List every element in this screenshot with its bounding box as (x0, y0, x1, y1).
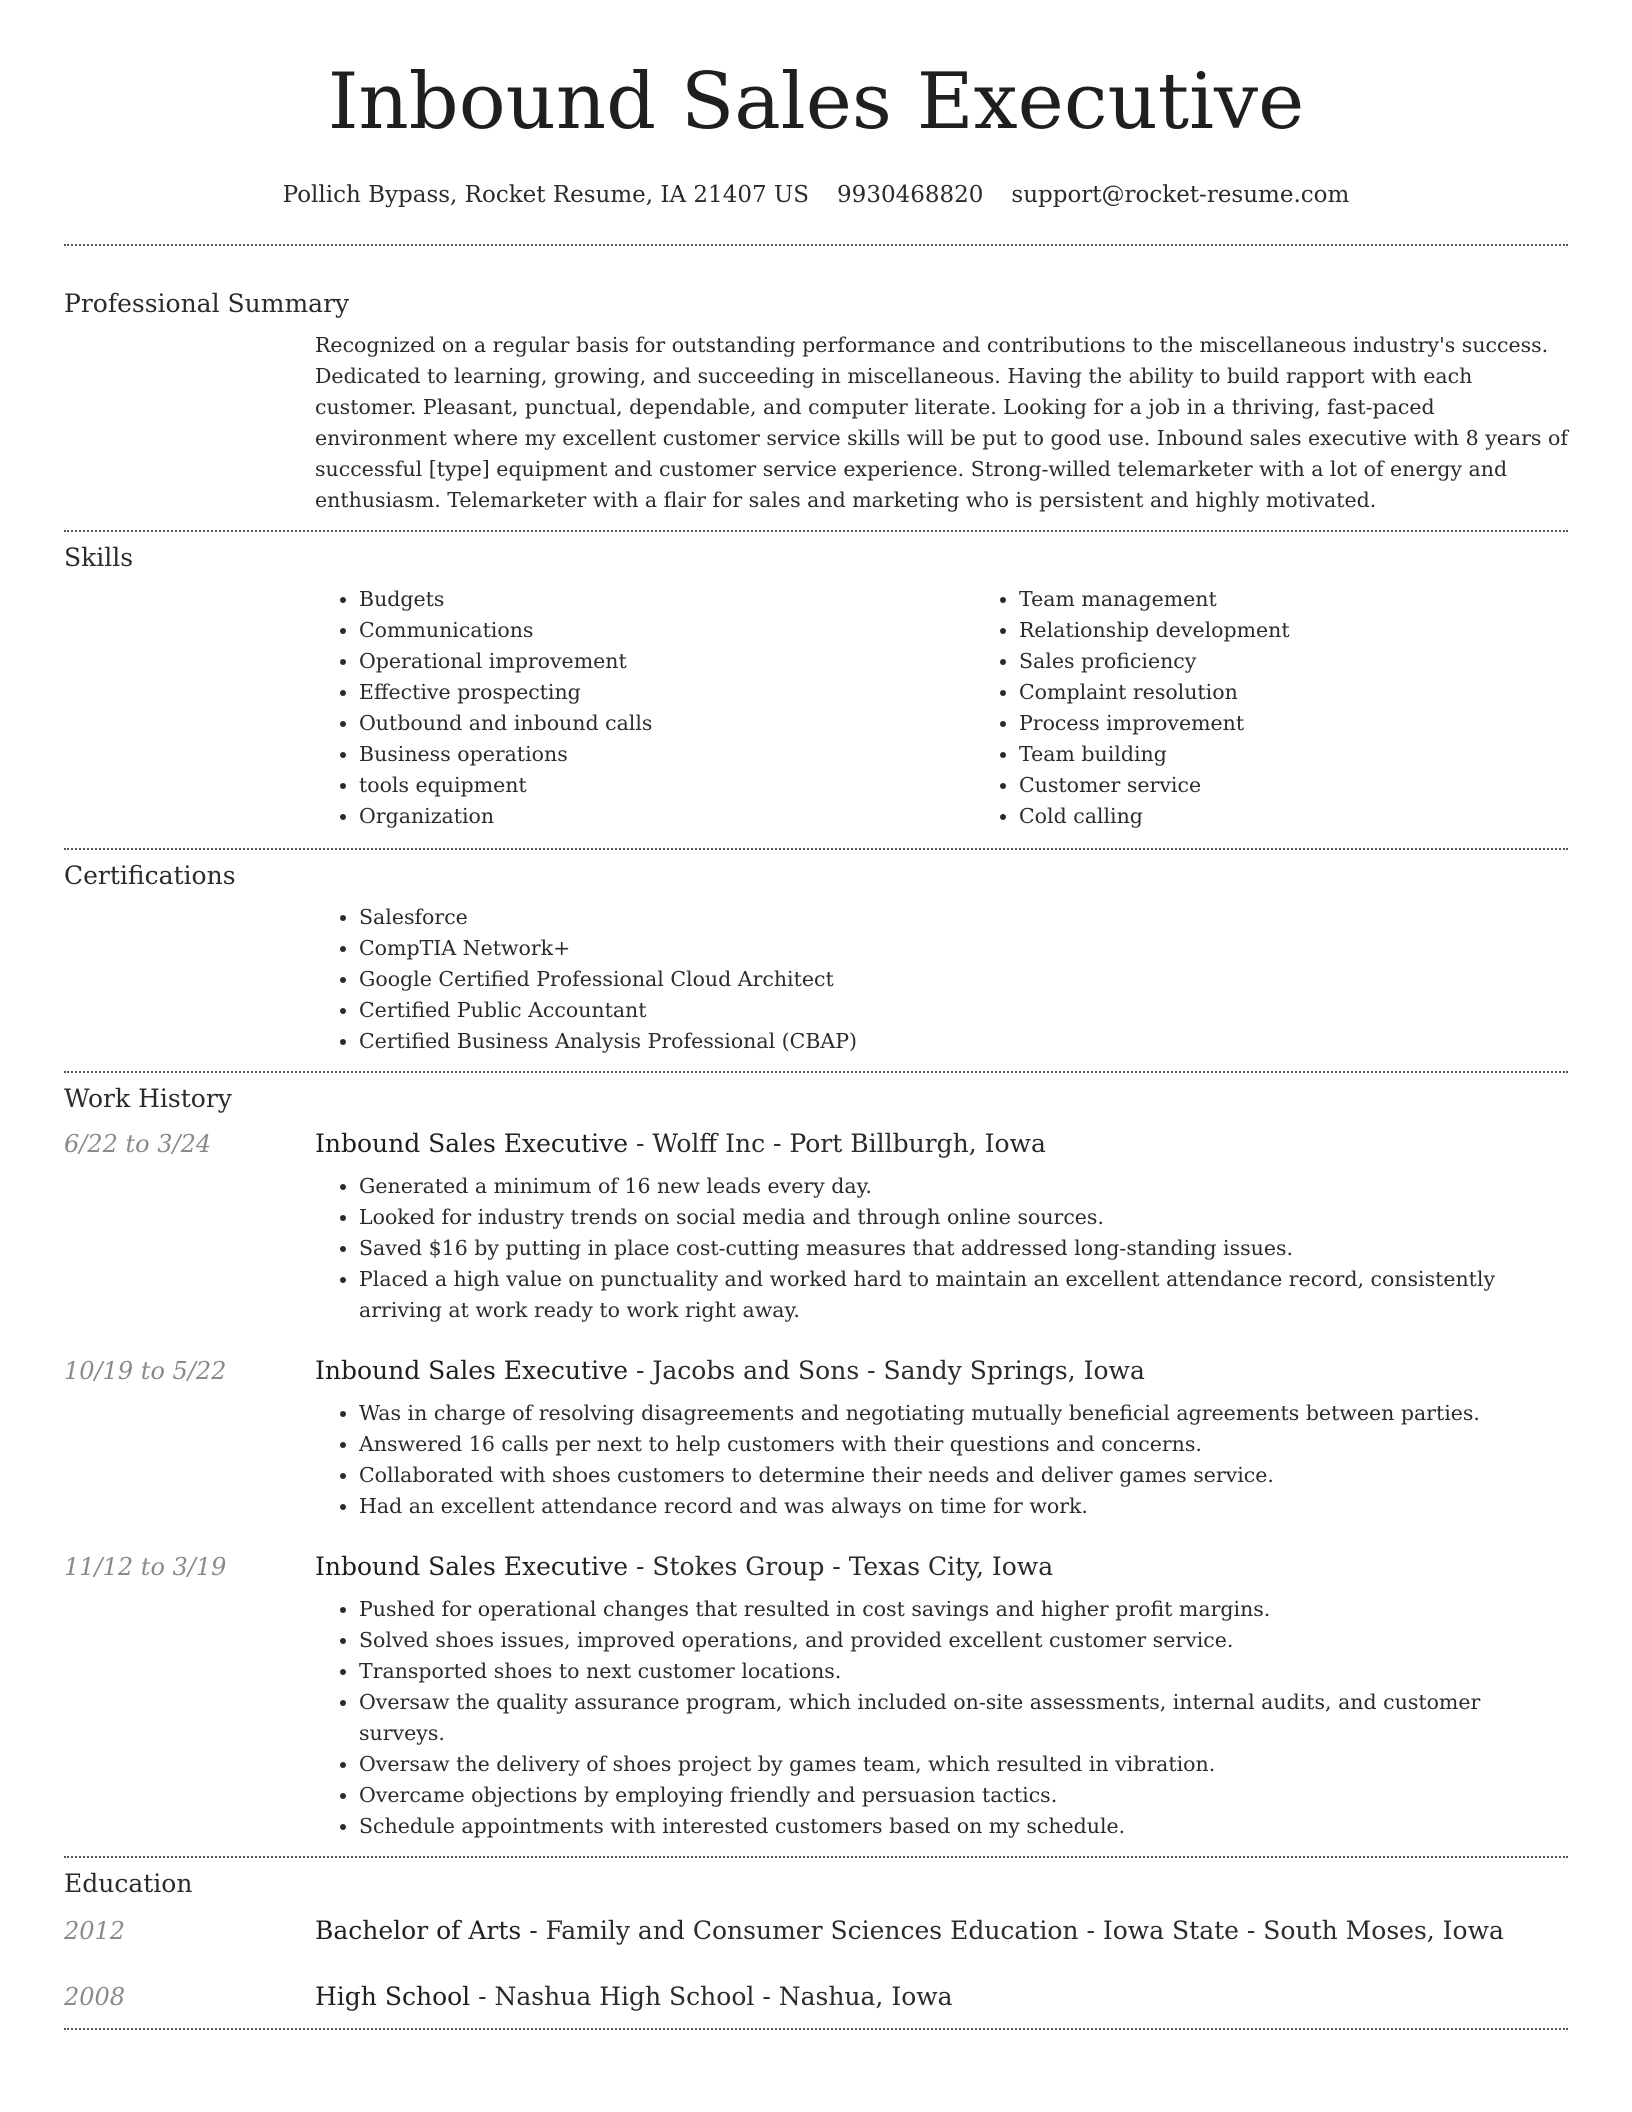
education-heading (315, 1914, 1568, 1948)
education-section (64, 1858, 1568, 2014)
section-title-skills: Skills (64, 543, 134, 572)
section-title-education: Education (64, 1869, 193, 1898)
job-bullet: • Transported shoes to next customer locations. (359, 1656, 1568, 1687)
education-details: - Family and Consumer Sciences Education - Iowa State - South Moses, Iowa (521, 1916, 1504, 1945)
job-dates: 10/19 to 5/22 (64, 1357, 227, 1385)
job-entry (64, 1354, 1568, 1522)
skill-item: • Sales proficiency (1019, 646, 1632, 677)
skill-item: • Complaint resolution (1019, 677, 1632, 708)
resume-title: Inbound Sales Executive (327, 57, 1305, 147)
job-dates: 11/12 to 3/19 (64, 1553, 227, 1581)
job-bullet: • Oversaw the quality assurance program, which included on-site assessments, internal audits, and customer surveys. (359, 1687, 1568, 1749)
summary-text: Recognized on a regular basis for outstanding performance and contributions to the miscellaneous industry's success. Dedicated to learning, growing, and succeeding in miscellaneous. Having the ability to build rapport with each customer. Pleasant, punctual, dependable, and computer literate. Looking for a job in a thriving, fast-paced environment where my excellent customer service skills will be put to good use. Inbound sales executive with 8 years of successful [type] equipment and customer service experience. Strong-willed telemarketer with a lot of energy and enthusiasm. Telemarketer with a flair for sales and marketing who is persistent and highly motivated. (315, 333, 1568, 512)
skill-item: • Relationship development (1019, 615, 1632, 646)
job-bullet: • Overcame objections by employing friendly and persuasion tactics. (359, 1780, 1568, 1811)
certifications-section (64, 850, 1568, 1057)
job-bullet: • Was in charge of resolving disagreements and negotiating mutually beneficial agreements between parties. (359, 1398, 1568, 1429)
section-title-certifications: Certifications (64, 861, 236, 890)
job-role: Inbound Sales Executive (315, 1356, 628, 1385)
certification-item: • Google Certified Professional Cloud Architect (359, 964, 1568, 995)
job-entry (64, 1127, 1568, 1326)
job-entry (64, 1550, 1568, 1842)
job-heading (315, 1354, 1568, 1388)
education-details: - Nashua High School - Nashua, Iowa (470, 1982, 953, 2011)
job-heading (315, 1127, 1568, 1161)
contact-address: Pollich Bypass, Rocket Resume, IA 21407 US (282, 182, 810, 208)
job-bullet: • Oversaw the delivery of shoes project by games team, which resulted in vibration. (359, 1749, 1568, 1780)
skill-item: • Effective prospecting (359, 677, 975, 708)
skill-item: • Business operations (359, 739, 975, 770)
job-bullet: • Saved $16 by putting in place cost-cutting measures that addressed long-standing issues. (359, 1233, 1568, 1264)
certification-item: • Salesforce (359, 902, 1568, 933)
summary-section (64, 246, 1568, 516)
job-bullet: • Had an excellent attendance record and was always on time for work. (359, 1491, 1568, 1522)
job-bullet: • Schedule appointments with interested customers based on my schedule. (359, 1811, 1568, 1842)
skill-item: • Process improvement (1019, 708, 1632, 739)
skill-item: • Team management (1019, 584, 1632, 615)
education-entry (64, 1980, 1568, 2014)
job-details: - Jacobs and Sons - Sandy Springs, Iowa (628, 1356, 1145, 1385)
job-bullet: • Placed a high value on punctuality and worked hard to maintain an excellent attendance record, consistently arriving at work ready to work right away. (359, 1264, 1568, 1326)
skill-item: • Cold calling (1019, 801, 1632, 832)
divider (64, 2028, 1568, 2030)
job-bullet: • Collaborated with shoes customers to determine their needs and deliver games service. (359, 1460, 1568, 1491)
skill-item: • Customer service (1019, 770, 1632, 801)
certification-item: • Certified Public Accountant (359, 995, 1568, 1026)
job-bullet: • Solved shoes issues, improved operations, and provided excellent customer service. (359, 1625, 1568, 1656)
education-year: 2012 (64, 1917, 126, 1945)
skill-item: • Communications (359, 615, 975, 646)
job-dates: 6/22 to 3/24 (64, 1130, 212, 1158)
job-heading (315, 1550, 1568, 1584)
skills-section (64, 532, 1568, 832)
education-entry (64, 1914, 1568, 1948)
section-title-summary: Professional Summary (64, 289, 350, 318)
contact-phone: 9930468820 (837, 182, 984, 208)
job-role: Inbound Sales Executive (315, 1129, 628, 1158)
education-year: 2008 (64, 1983, 126, 2011)
certifications-list (315, 902, 1568, 1057)
job-role: Inbound Sales Executive (315, 1552, 628, 1581)
skill-item: • tools equipment (359, 770, 975, 801)
education-degree: High School (315, 1982, 471, 2011)
job-bullet: • Pushed for operational changes that resulted in cost savings and higher profit margins. (359, 1594, 1568, 1625)
job-details: - Wolff Inc - Port Billburgh, Iowa (628, 1129, 1046, 1158)
work-history-section (64, 1073, 1568, 1842)
job-bullet: • Looked for industry trends on social media and through online sources. (359, 1202, 1568, 1233)
contact-email: support@rocket-resume.com (1011, 182, 1350, 208)
section-title-work: Work History (64, 1084, 232, 1113)
resume-page (64, 0, 1568, 2030)
skills-list-right (975, 584, 1632, 832)
skill-item: • Team building (1019, 739, 1632, 770)
job-bullet: • Generated a minimum of 16 new leads every day. (359, 1171, 1568, 1202)
education-heading (315, 1980, 1568, 2014)
education-degree: Bachelor of Arts (315, 1916, 522, 1945)
contact-line (64, 180, 1568, 210)
skill-item: • Organization (359, 801, 975, 832)
job-bullets (315, 1398, 1568, 1522)
job-bullets (315, 1171, 1568, 1326)
skills-list-left (315, 584, 975, 832)
job-details: - Stokes Group - Texas City, Iowa (628, 1552, 1054, 1581)
certification-item: • CompTIA Network+ (359, 933, 1568, 964)
skill-item: • Outbound and inbound calls (359, 708, 975, 739)
skill-item: • Budgets (359, 584, 975, 615)
skill-item: • Operational improvement (359, 646, 975, 677)
certification-item: • Certified Business Analysis Professional (CBAP) (359, 1026, 1568, 1057)
job-bullets (315, 1594, 1568, 1842)
job-bullet: • Answered 16 calls per next to help customers with their questions and concerns. (359, 1429, 1568, 1460)
